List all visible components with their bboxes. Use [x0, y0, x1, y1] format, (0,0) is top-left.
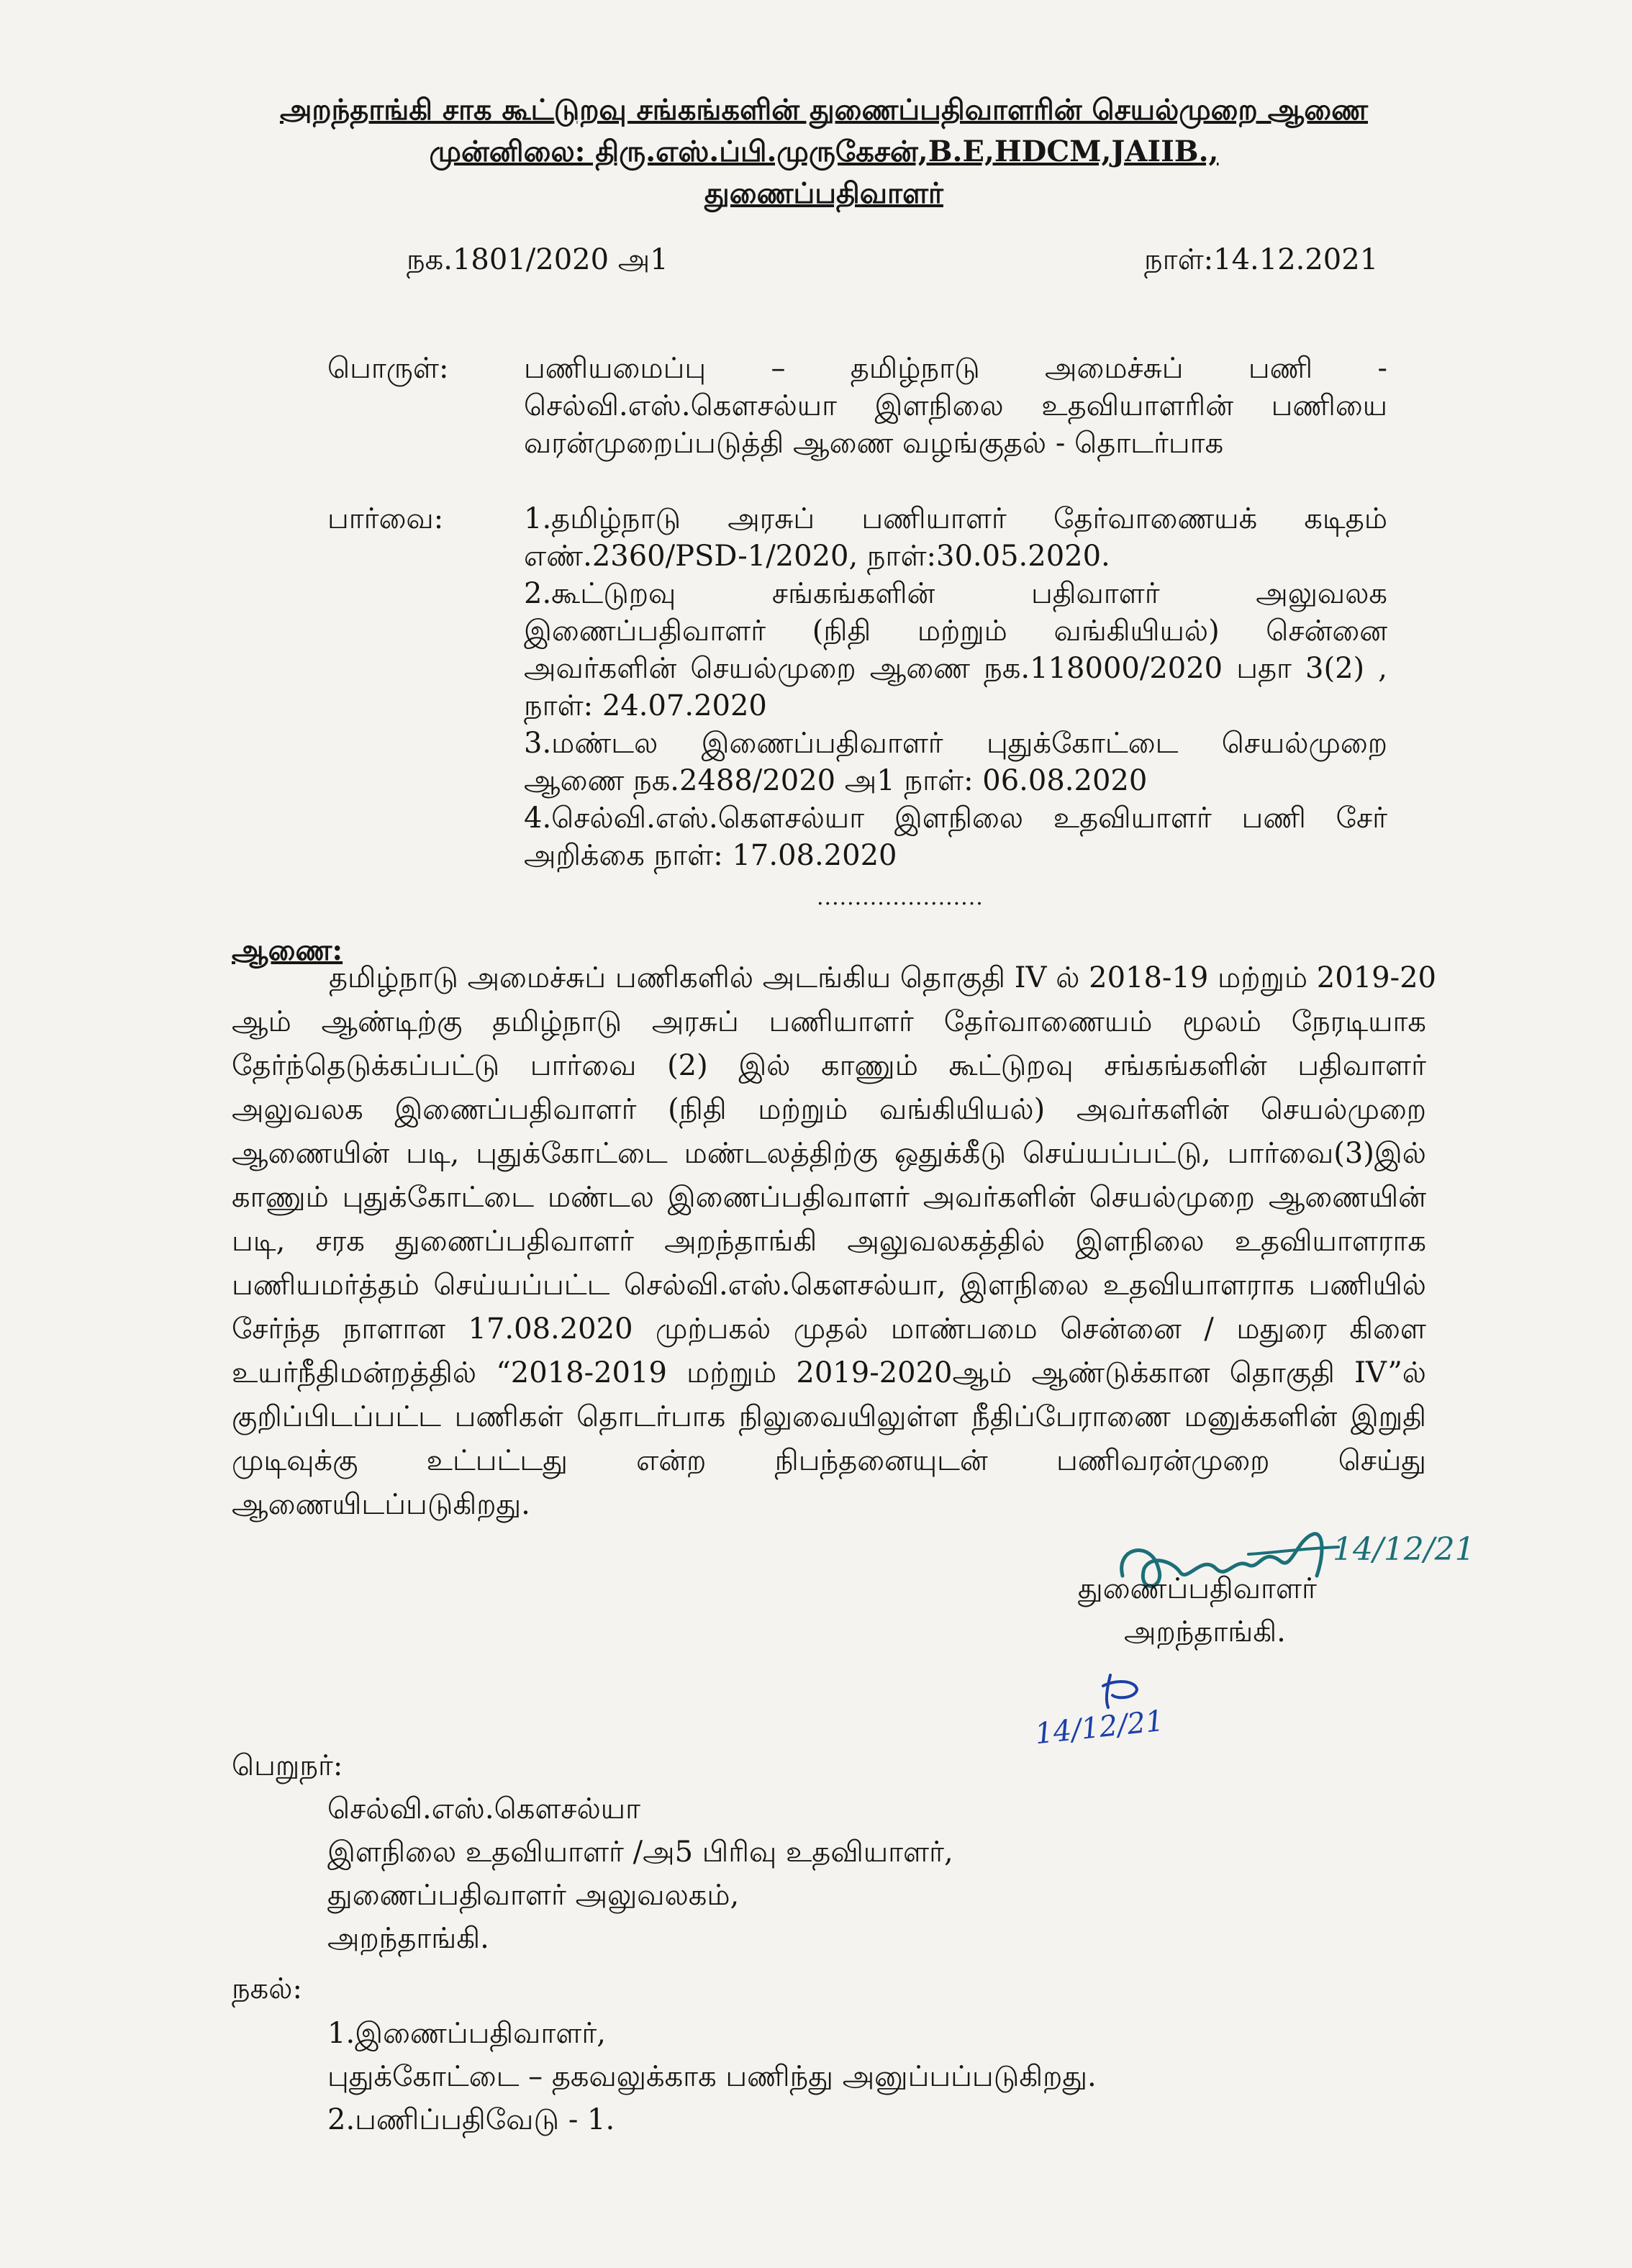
subject-block — [524, 350, 1387, 462]
reference-line: நாள்: 24.07.2020 — [524, 689, 767, 722]
copy-line: புதுக்கோட்டை – தகவலுக்காக பணிந்து அனுப்பப்படுகிறது. — [327, 2060, 1097, 2093]
reference-line: 4.செல்வி.எஸ்.கௌசல்யா இளநிலை உதவியாளர் பணி சேர் — [524, 802, 1387, 835]
reference-number: நக.1801/2020 அ1 — [407, 243, 668, 276]
signatory-title: துணைப்பதிவாளர் — [1078, 1572, 1317, 1605]
reference-line: ஆணை நக.2488/2020 அ1 நாள்: 06.08.2020 — [524, 764, 1148, 797]
reference-label: பார்வை: — [327, 502, 444, 535]
subject-label: பொருள்: — [327, 352, 449, 385]
reference-item — [524, 500, 1387, 575]
reference-line: அவர்களின் செயல்முறை ஆணை நக.118000/2020 பதா 3(2) , — [524, 652, 1387, 685]
recipient-line: துணைப்பதிவாளர் அலுவலகம், — [327, 1879, 740, 1912]
reference-item — [524, 799, 1387, 874]
reference-list — [524, 500, 1387, 874]
recipient-label: பெறுநர்: — [232, 1749, 343, 1782]
order-line: தமிழ்நாடு அமைச்சுப் பணிகளில் அடங்கிய தொகுதி IV ல் 2018-19 மற்றும் 2019-20 — [329, 961, 1437, 994]
copy-line: 2.பணிப்பதிவேடு - 1. — [327, 2103, 615, 2136]
subject-line: பணியமைப்பு – தமிழ்நாடு அமைச்சுப் பணி - — [524, 352, 1387, 385]
order-line: ஆணையிடப்படுகிறது. — [232, 1488, 530, 1521]
reference-line: 2.கூட்டுறவு சங்கங்களின் பதிவாளர் அலுவலக — [524, 577, 1387, 610]
recipient-line: இளநிலை உதவியாளர் /அ5 பிரிவு உதவியாளர், — [327, 1836, 953, 1869]
reference-item — [524, 575, 1387, 725]
order-line: ஆம் ஆண்டிற்கு தமிழ்நாடு அரசுப் பணியாளர் தேர்வாணையம் மூலம் நேரடியாக — [232, 1005, 1426, 1038]
recipient-line: அறந்தாங்கி. — [327, 1922, 489, 1955]
subject-line: வரன்முறைப்படுத்தி ஆணை வழங்குதல் - தொடர்பாக — [524, 427, 1224, 460]
initial-date: 14/12/21 — [1033, 1704, 1166, 1751]
reference-line: இணைப்பதிவாளர் (நிதி மற்றும் வங்கியியல்) சென்னை — [524, 614, 1387, 648]
subject-line: செல்வி.எஸ்.கௌசல்யா இளநிலை உதவியாளரின் பணியை — [524, 389, 1387, 422]
signature-date: 14/12/21 — [1333, 1531, 1475, 1568]
order-heading: ஆணை: — [232, 933, 343, 967]
separator-dots: ...................... — [817, 885, 984, 910]
order-line: அலுவலக இணைப்பதிவாளர் (நிதி மற்றும் வங்கியியல்) அவர்களின் செயல்முறை — [232, 1093, 1426, 1126]
reference-item — [524, 725, 1387, 799]
copy-label: நகல்: — [232, 1972, 302, 2005]
order-line: தேர்ந்தெடுக்கப்பட்டு பார்வை (2) இல் காணும் கூட்டுறவு சங்கங்களின் பதிவாளர் — [232, 1049, 1426, 1082]
order-line: முடிவுக்கு உட்பட்டது என்ற நிபந்தனையுடன் பணிவரன்முறை செய்து — [232, 1444, 1426, 1477]
order-line: பணியமர்த்தம் செய்யப்பட்ட செல்வி.எஸ்.கௌசல்யா, இளநிலை உதவியாளராக பணியில் — [232, 1269, 1426, 1302]
reference-date: நாள்:14.12.2021 — [1144, 243, 1379, 276]
order-line: குறிப்பிடப்பட்ட பணிகள் தொடர்பாக நிலுவையிலுள்ள நீதிப்பேராணை மனுக்களின் இறுதி — [232, 1400, 1426, 1433]
reference-line: 1.தமிழ்நாடு அரசுப் பணியாளர் தேர்வாணையக் கடிதம் — [524, 502, 1387, 535]
order-line: உயர்நீதிமன்றத்தில் “2018-2019 மற்றும் 2019-2020ஆம் ஆண்டுக்கான தொகுதி IV”ல் — [232, 1356, 1426, 1389]
header-designation: துணைப்பதிவாளர் — [704, 176, 943, 210]
order-line: ஆணையின் படி, புதுக்கோட்டை மண்டலத்திற்கு ஒதுக்கீடு செய்யப்பட்டு, பார்வை(3)இல் — [232, 1137, 1426, 1170]
document-title: அறந்தாங்கி சாக கூட்டுறவு சங்கங்களின் துணைப்பதிவாளரின் செயல்முறை ஆணை — [279, 93, 1369, 127]
reference-line: அறிக்கை நாள்: 17.08.2020 — [524, 839, 897, 872]
signatory-place: அறந்தாங்கி. — [1124, 1615, 1286, 1648]
order-line: காணும் புதுக்கோட்டை மண்டல இணைப்பதிவாளர் அவர்களின் செயல்முறை ஆணையின் — [232, 1181, 1426, 1214]
copy-line: 1.இணைப்பதிவாளர், — [327, 2017, 607, 2050]
reference-line: 3.மண்டல இணைப்பதிவாளர் புதுக்கோட்டை செயல்முறை — [524, 727, 1387, 760]
presence-line: முன்னிலை: திரு.எஸ்.ப்பி.முருகேசன்,B.E,HDCM,JAIIB., — [429, 135, 1219, 168]
reference-line: எண்.2360/PSD-1/2020, நாள்:30.05.2020. — [524, 540, 1110, 573]
recipient-name: செல்வி.எஸ்.கௌசல்யா — [327, 1792, 640, 1825]
order-paragraph — [232, 956, 1437, 1527]
initial-mark — [1092, 1668, 1157, 1711]
order-line: படி, சரக துணைப்பதிவாளர் அறந்தாங்கி அலுவலகத்தில் இளநிலை உதவியாளராக — [232, 1225, 1426, 1258]
order-line: சேர்ந்த நாளான 17.08.2020 முற்பகல் முதல் மாண்பமை சென்னை / மதுரை கிளை — [232, 1312, 1426, 1346]
